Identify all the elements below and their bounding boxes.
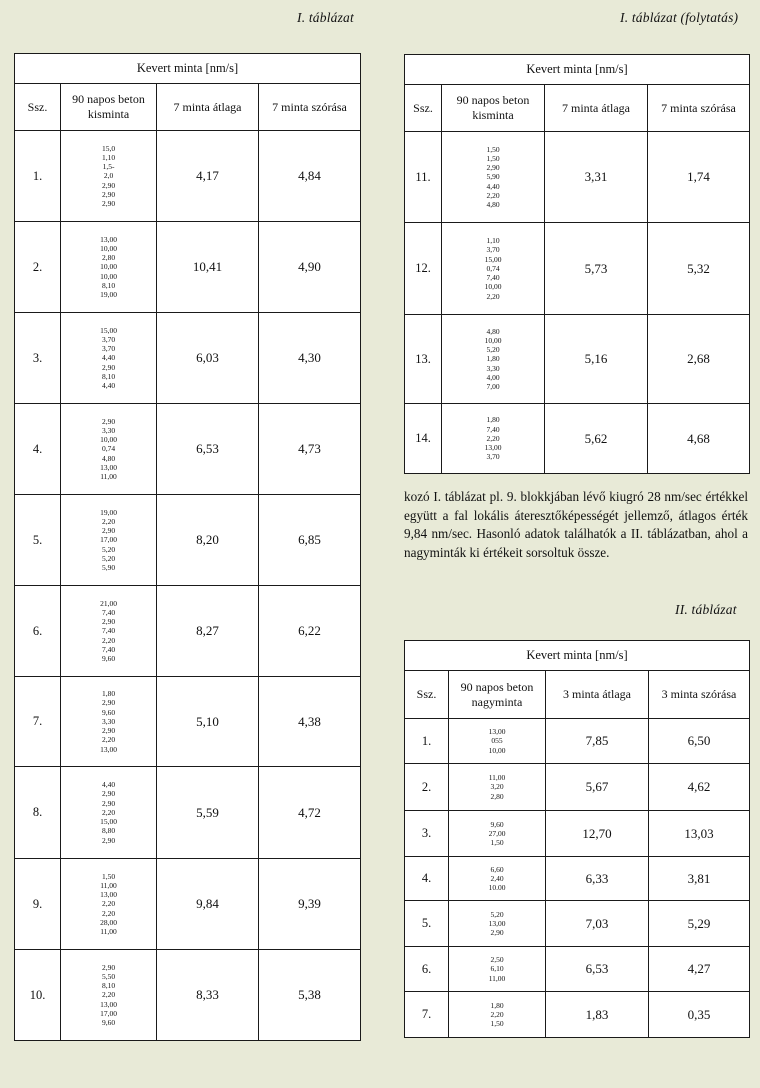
sample-value: 2,90: [490, 928, 504, 938]
table-row: [405, 857, 750, 901]
row-number: 7.: [15, 677, 61, 767]
table1-cont-caption: I. táblázat (folytatás): [620, 10, 739, 25]
sample-value: 2,90: [101, 180, 116, 190]
row-number: 13.: [405, 315, 442, 404]
sample-value: 2,20: [490, 1009, 504, 1019]
average-value: 8,33: [157, 950, 259, 1041]
deviation-value: 6,50: [649, 719, 750, 764]
sample-value: 2,20: [486, 291, 500, 301]
sample-values: [449, 947, 546, 992]
sample-value: 8,10: [101, 981, 116, 991]
deviation-value: 2,68: [648, 315, 750, 404]
table-title-row: [405, 55, 750, 85]
row-number: 2.: [405, 764, 449, 811]
sample-value: 2,20: [486, 190, 500, 200]
sample-value: 1,80: [490, 1000, 504, 1010]
average-value: 6,33: [546, 857, 649, 901]
sample-value: 13,00: [100, 744, 117, 754]
sample-value: 3,30: [486, 363, 500, 373]
sample-value: 5,20: [101, 544, 116, 554]
sample-value: 1,50: [490, 838, 504, 848]
sample-value: 1,50: [486, 144, 500, 154]
sample-values: [449, 901, 546, 947]
table-row: [15, 859, 361, 950]
sample-value: 3,70: [101, 334, 116, 344]
sample-value: 4,00: [486, 372, 500, 382]
average-value: 9,84: [157, 859, 259, 950]
sample-value: 3,30: [101, 425, 116, 435]
row-number: 7.: [405, 992, 449, 1038]
sample-value: 11,00: [488, 973, 506, 983]
row-number: 1.: [405, 719, 449, 764]
sample-value: 11,00: [100, 472, 117, 481]
sample-value: 10,00: [100, 262, 117, 272]
row-number: 5.: [405, 901, 449, 947]
table1-caption: I. táblázat: [297, 10, 354, 25]
sample-value: 2,80: [490, 791, 504, 801]
average-value: 4,17: [157, 131, 259, 222]
sample-values: [61, 677, 157, 767]
sample-value: 4,80: [101, 453, 116, 463]
sample-value: 11,00: [488, 773, 506, 783]
average-value: 1,83: [546, 992, 649, 1038]
sample-value: 8,80: [101, 826, 116, 836]
sample-value: 27,00: [488, 828, 506, 838]
table-1: [14, 53, 361, 1041]
sample-value: 7,40: [101, 644, 116, 654]
table-row: [15, 950, 361, 1041]
sample-value: 3,70: [486, 245, 500, 255]
deviation-value: 3,81: [649, 857, 750, 901]
sample-value: 4,40: [101, 381, 116, 390]
sample-value: 2,40: [490, 873, 504, 883]
deviation-value: 4,68: [648, 404, 750, 474]
sample-value: 2,90: [101, 362, 116, 372]
sample-value: 7,40: [486, 424, 500, 434]
average-value: 12,70: [546, 811, 649, 857]
table-row: [405, 947, 750, 992]
row-number: 14.: [405, 404, 442, 474]
average-value: 7,85: [546, 719, 649, 764]
row-number: 5.: [15, 495, 61, 586]
row-number: 8.: [15, 767, 61, 859]
sample-value: 10,00: [488, 745, 506, 755]
sample-value: 7,40: [486, 273, 500, 283]
sample-value: 1,80: [101, 689, 116, 699]
sample-values: [61, 404, 157, 495]
sample-value: 2,20: [101, 908, 116, 918]
sample-value: 2,90: [101, 416, 116, 426]
sample-value: 7,40: [101, 626, 116, 636]
sample-value: 19,00: [100, 290, 117, 299]
row-number: 1.: [15, 131, 61, 222]
column-header: Ssz.: [405, 85, 442, 132]
sample-value: 10.00: [488, 883, 506, 893]
table-row: [15, 404, 361, 495]
sample-values: [61, 131, 157, 222]
sample-values: [449, 719, 546, 764]
row-number: 6.: [405, 947, 449, 992]
column-header: Ssz.: [15, 84, 61, 131]
sample-value: 11,00: [100, 880, 117, 890]
sample-value: 19,00: [100, 507, 117, 517]
row-number: 12.: [405, 223, 442, 315]
sample-value: 9,60: [101, 654, 116, 663]
average-value: 6,53: [546, 947, 649, 992]
deviation-value: 5,32: [648, 223, 750, 315]
sample-value: 15,00: [100, 325, 117, 335]
deviation-value: 4,38: [259, 677, 361, 767]
sample-value: 13,00: [100, 890, 117, 900]
average-value: 5,67: [546, 764, 649, 811]
sample-value: 1,50: [101, 871, 116, 881]
sample-value: 13,00: [100, 234, 117, 244]
sample-values: [61, 222, 157, 313]
sample-value: 1,50: [486, 153, 500, 163]
average-value: 7,03: [546, 901, 649, 947]
sample-value: 2,20: [101, 990, 116, 1000]
table-row: [405, 132, 750, 223]
deviation-value: 4,62: [649, 764, 750, 811]
average-value: 10,41: [157, 222, 259, 313]
average-value: 5,62: [545, 404, 648, 474]
row-number: 3.: [15, 313, 61, 404]
sample-value: 4,40: [101, 353, 116, 363]
sample-value: 6,10: [490, 964, 504, 974]
table-row: [405, 223, 750, 315]
table-row: [405, 404, 750, 474]
average-value: 8,27: [157, 586, 259, 677]
sample-value: 2,80: [101, 253, 116, 263]
deviation-value: 4,30: [259, 313, 361, 404]
sample-value: 1,80: [486, 415, 500, 425]
deviation-value: 13,03: [649, 811, 750, 857]
sample-value: 2,90: [101, 526, 116, 536]
deviation-value: 4,84: [259, 131, 361, 222]
sample-value: 8,10: [101, 371, 116, 381]
sample-value: 2,90: [101, 962, 116, 972]
row-number: 2.: [15, 222, 61, 313]
sample-value: 7,00: [486, 382, 500, 391]
column-header: 90 napos beton nagyminta: [449, 671, 546, 719]
row-number: 10.: [15, 950, 61, 1041]
deviation-value: 0,35: [649, 992, 750, 1038]
sample-value: 2,20: [101, 899, 116, 909]
table-row: [15, 586, 361, 677]
sample-value: 4,40: [486, 181, 500, 191]
sample-value: 1,50: [490, 1019, 504, 1029]
table-row: [405, 315, 750, 404]
sample-value: 17,00: [100, 535, 117, 545]
sample-value: 2,90: [101, 189, 116, 199]
column-header: 7 minta szórása: [648, 85, 750, 132]
average-value: 5,73: [545, 223, 648, 315]
sample-value: 2,20: [101, 516, 116, 526]
sample-value: 4,80: [486, 326, 500, 336]
sample-value: 15,00: [484, 254, 502, 264]
deviation-value: 1,74: [648, 132, 750, 223]
deviation-value: 4,90: [259, 222, 361, 313]
sample-value: 15,00: [100, 817, 117, 827]
sample-value: 3,30: [101, 716, 116, 726]
deviation-value: 4,72: [259, 767, 361, 859]
sample-value: 0,74: [486, 263, 500, 273]
deviation-value: 6,85: [259, 495, 361, 586]
row-number: 9.: [15, 859, 61, 950]
sample-value: 5,50: [101, 971, 116, 981]
sample-value: 6,60: [490, 864, 504, 874]
sample-value: 21,00: [100, 598, 117, 608]
average-value: 5,59: [157, 767, 259, 859]
table-title: Kevert minta [nm/s]: [405, 55, 750, 85]
sample-values: [442, 315, 545, 404]
table-title: Kevert minta [nm/s]: [15, 54, 361, 84]
sample-value: 2,90: [101, 835, 116, 845]
column-header: 7 minta szórása: [259, 84, 361, 131]
sample-value: 3,70: [101, 344, 116, 354]
deviation-value: 9,39: [259, 859, 361, 950]
deviation-value: 6,22: [259, 586, 361, 677]
sample-value: 1,10: [486, 236, 500, 246]
column-header: 3 minta átlaga: [546, 671, 649, 719]
table-row: [405, 719, 750, 764]
average-value: 6,03: [157, 313, 259, 404]
sample-value: 1,5-: [102, 162, 115, 172]
table-row: [15, 313, 361, 404]
table-row: [15, 495, 361, 586]
row-number: 4.: [15, 404, 61, 495]
row-number: 6.: [15, 586, 61, 677]
sample-value: 9,60: [101, 1018, 116, 1027]
average-value: 6,53: [157, 404, 259, 495]
sample-value: 9,60: [490, 819, 504, 829]
sample-value: 8,10: [101, 280, 116, 290]
sample-value: 5,20: [101, 553, 116, 563]
table-row: [405, 901, 750, 947]
sample-value: 2,90: [101, 617, 116, 627]
sample-value: 10,00: [100, 271, 117, 281]
sample-values: [449, 992, 546, 1038]
sample-value: 10,00: [484, 335, 502, 345]
sample-value: 5,20: [490, 909, 504, 919]
table-row: [15, 131, 361, 222]
table-row: [15, 767, 361, 859]
sample-value: 5,90: [101, 563, 116, 572]
table-row: [405, 992, 750, 1038]
sample-value: 2,20: [101, 807, 116, 817]
sample-value: 10,00: [100, 243, 117, 253]
table-row: [405, 764, 750, 811]
sample-values: [61, 767, 157, 859]
deviation-value: 5,29: [649, 901, 750, 947]
deviation-value: 4,27: [649, 947, 750, 992]
table-2: [404, 640, 750, 1038]
sample-value: 10,00: [484, 282, 502, 292]
sample-values: [442, 223, 545, 315]
sample-value: 11,00: [100, 927, 117, 936]
sample-values: [442, 132, 545, 223]
row-number: 3.: [405, 811, 449, 857]
sample-value: 3,70: [486, 452, 500, 462]
sample-values: [449, 857, 546, 901]
table-title-row: [405, 641, 750, 671]
sample-value: 1,10: [101, 152, 116, 162]
sample-values: [449, 811, 546, 857]
table-title: Kevert minta [nm/s]: [405, 641, 750, 671]
sample-values: [61, 859, 157, 950]
sample-value: 9,60: [101, 707, 116, 717]
sample-value: 13,00: [100, 999, 117, 1009]
deviation-value: 4,73: [259, 404, 361, 495]
table-row: [15, 677, 361, 767]
sample-value: 055: [491, 736, 503, 746]
sample-values: [61, 950, 157, 1041]
table-row: [405, 811, 750, 857]
table2-caption: II. táblázat: [675, 602, 737, 617]
average-value: 8,20: [157, 495, 259, 586]
column-header: 7 minta átlaga: [545, 85, 648, 132]
average-value: 3,31: [545, 132, 648, 223]
sample-value: 2,50: [490, 955, 504, 965]
table-header-row: [405, 671, 750, 719]
sample-value: 1,80: [486, 354, 500, 364]
sample-value: 15,0: [101, 143, 116, 153]
column-header: 90 napos beton kisminta: [442, 85, 545, 132]
average-value: 5,16: [545, 315, 648, 404]
table-1-continuation: [404, 54, 750, 474]
sample-values: [61, 495, 157, 586]
sample-value: 13,00: [488, 727, 506, 737]
sample-value: 13,00: [484, 443, 502, 453]
sample-value: 2,20: [101, 635, 116, 645]
sample-values: [61, 586, 157, 677]
sample-value: 2,20: [486, 433, 500, 443]
sample-values: [449, 764, 546, 811]
sample-value: 4,80: [486, 200, 500, 209]
row-number: 4.: [405, 857, 449, 901]
sample-value: 5,20: [486, 345, 500, 355]
sample-value: 2,90: [101, 698, 116, 708]
body-paragraph: kozó I. táblázat pl. 9. blokkjában lévő kiugró 28 nm/sec értékkel együtt a fal lokális áteresztőképességét jellemző, átlagos érték 9,84 nm/sec. Hasonló adatok találhatók a II. táblázatban, ahol a nagyminták ki értékeit sorsoltuk össze.: [404, 489, 748, 560]
sample-value: 28,00: [100, 917, 117, 927]
sample-value: 17,00: [100, 1008, 117, 1018]
sample-value: 2,20: [101, 735, 116, 745]
sample-value: 13,00: [100, 462, 117, 472]
column-header: 7 minta átlaga: [157, 84, 259, 131]
sample-values: [61, 313, 157, 404]
table-header-row: [405, 85, 750, 132]
sample-value: 0,74: [101, 444, 116, 454]
column-header: 3 minta szórása: [649, 671, 750, 719]
column-header: Ssz.: [405, 671, 449, 719]
column-header: 90 napos beton kisminta: [61, 84, 157, 131]
table-header-row: [15, 84, 361, 131]
row-number: 11.: [405, 132, 442, 223]
sample-value: 2,90: [486, 163, 500, 173]
sample-value: 4,40: [101, 780, 116, 790]
sample-value: 10,00: [100, 435, 117, 445]
sample-value: 3,20: [490, 782, 504, 792]
table-title-row: [15, 54, 361, 84]
sample-value: 7,40: [101, 607, 116, 617]
table-row: [15, 222, 361, 313]
sample-value: 2,0: [103, 171, 114, 181]
sample-value: 2,90: [101, 789, 116, 799]
deviation-value: 5,38: [259, 950, 361, 1041]
sample-value: 2,90: [101, 199, 116, 208]
sample-value: 2,90: [101, 798, 116, 808]
sample-value: 5,90: [486, 172, 500, 182]
sample-values: [442, 404, 545, 474]
average-value: 5,10: [157, 677, 259, 767]
sample-value: 13,00: [488, 918, 506, 928]
sample-value: 2,90: [101, 726, 116, 736]
